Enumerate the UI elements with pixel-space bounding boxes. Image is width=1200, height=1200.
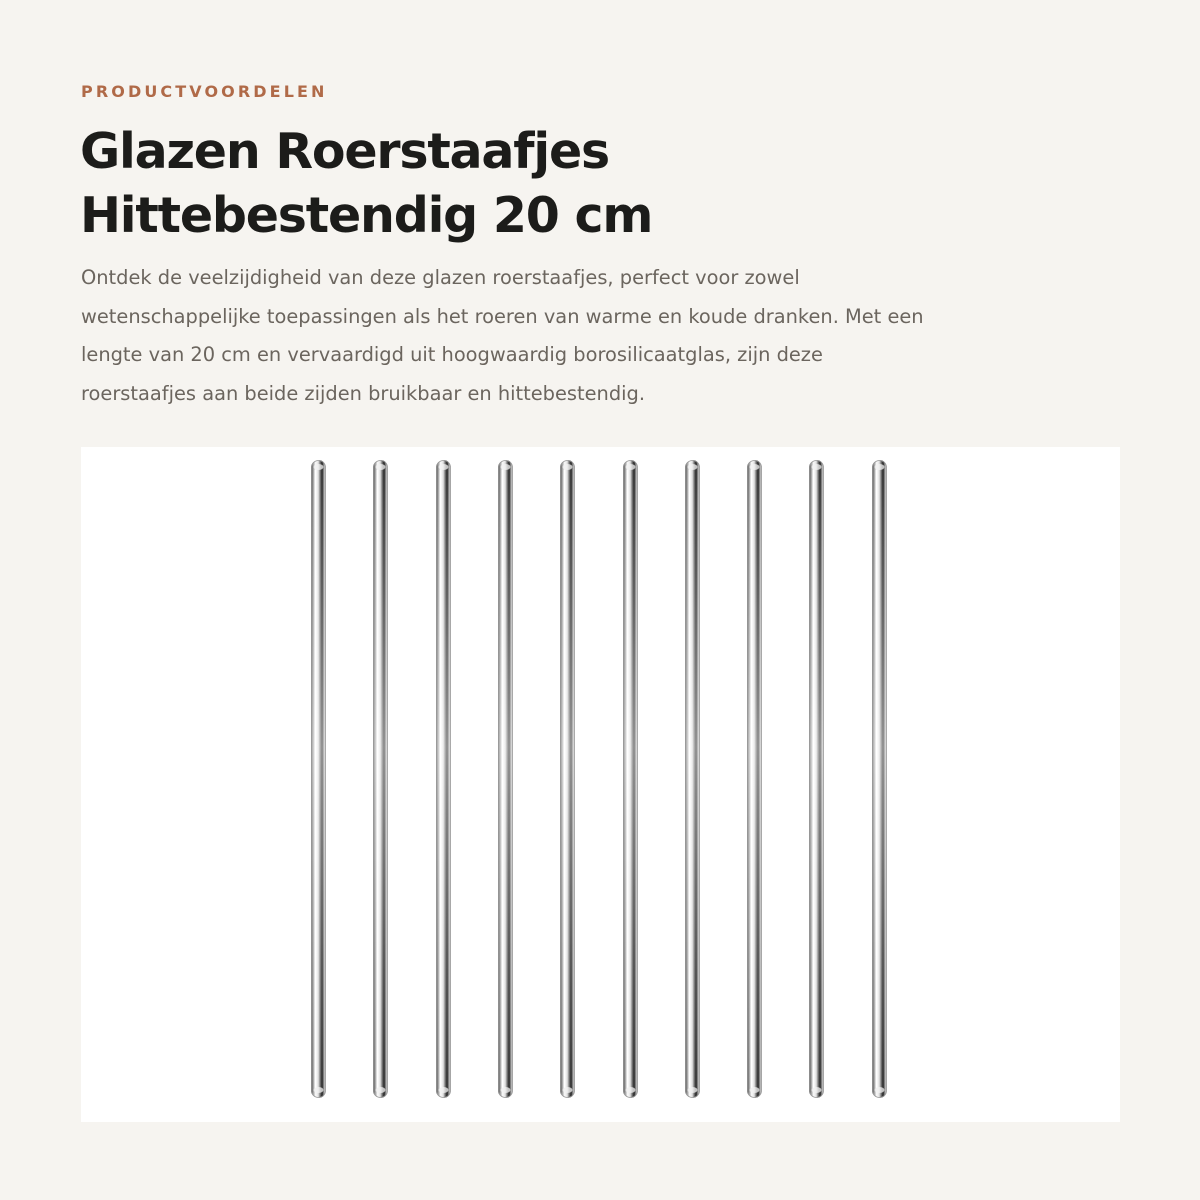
description-line-3: lengte van 20 cm en vervaardigd uit hoogwaardig borosilicaatglas, zijn deze <box>81 343 823 366</box>
glass-rods-illustration <box>81 447 1120 1122</box>
product-description <box>81 259 1111 413</box>
description-line-2: wetenschappelijke toepassingen als het roeren van warme en koude dranken. Met een <box>81 304 924 328</box>
glass-rod-1 <box>311 460 326 1098</box>
description-line-1: Ontdek de veelzijdigheid van deze glazen roerstaafjes, perfect voor zowel <box>81 266 800 289</box>
section-eyebrow: PRODUCTVOORDELEN <box>81 82 328 101</box>
glass-rod-3 <box>436 460 451 1098</box>
glass-rod-5 <box>560 460 575 1098</box>
glass-rod-2 <box>373 460 388 1098</box>
glass-rod-6 <box>623 460 638 1098</box>
description-line-4: roerstaafjes aan beide zijden bruikbaar en hittebestendig. <box>81 381 646 405</box>
glass-rod-4 <box>498 460 513 1098</box>
product-title-line-1: Glazen Roerstaafjes <box>80 123 610 180</box>
glass-rod-10 <box>872 460 887 1098</box>
product-photo <box>81 447 1120 1122</box>
product-title <box>80 120 652 248</box>
glass-rod-9 <box>809 460 824 1098</box>
product-title-line-2: Hittebestendig 20 cm <box>80 187 653 244</box>
glass-rod-8 <box>747 460 762 1098</box>
glass-rod-7 <box>685 460 700 1098</box>
